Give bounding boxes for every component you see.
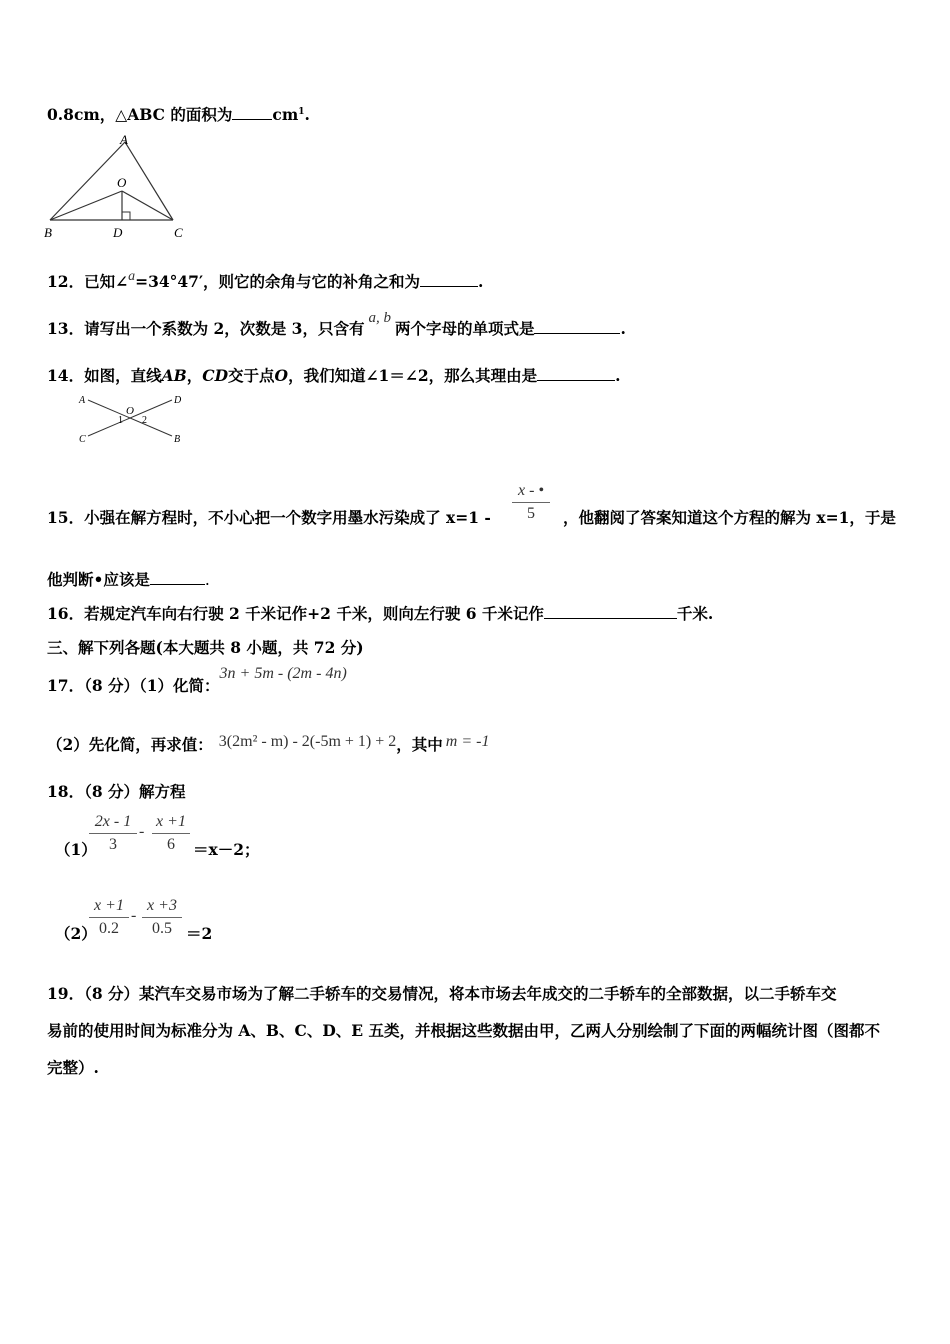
- q14-line: [47, 364, 621, 386]
- q18-number: 18．: [47, 782, 85, 801]
- q12-answer-blank: [420, 272, 478, 287]
- q15-frac-den: 5: [527, 505, 535, 522]
- q12-line: [47, 270, 483, 292]
- q18-p2-label: （2）: [55, 924, 97, 943]
- q13-vars: a, b: [368, 310, 391, 326]
- q14-text2: 交于点: [228, 366, 275, 385]
- label-A: A: [79, 395, 86, 406]
- q15-line1: [47, 506, 491, 528]
- q12-number: 12．: [47, 272, 85, 291]
- label-B: B: [44, 225, 52, 240]
- q19-line2: 易前的使用时间为标准分为 A、B、C、D、E 五类，并根据这些数据由甲，乙两人分别绘制了下面的两幅统计图（图都不: [47, 1021, 881, 1040]
- intersecting-lines-figure: [76, 390, 191, 448]
- q17-expr1: 3n + 5m - (2m - 4n): [219, 665, 347, 682]
- q14-text3: ，我们知道∠1＝∠2，那么其理由是: [288, 366, 538, 385]
- q17-text1: （8 分）（1）化简：: [84, 676, 220, 695]
- q14-o: O: [274, 366, 289, 385]
- q14-end: .: [615, 366, 621, 385]
- q13-number: 13．: [47, 319, 85, 338]
- q18-p2-minus: -: [131, 907, 137, 924]
- q17-number: 17．: [47, 676, 85, 695]
- q13-text2: 两个字母的单项式是: [394, 319, 535, 338]
- label-A: A: [120, 132, 128, 147]
- triangle-figure: [40, 130, 200, 245]
- q11-answer-blank: [232, 105, 272, 120]
- q17-part2-label: （2）先化简，再求值：: [47, 735, 213, 754]
- q15-line1-cont: [563, 506, 896, 528]
- q13-text1: 请写出一个系数为 2，次数是 3，只含有: [84, 319, 365, 338]
- q18-p1-frac1-num: 2x - 1: [94, 813, 132, 830]
- q14-number: 14．: [47, 366, 85, 385]
- q15-line2-text: 他判断•应该是: [47, 570, 150, 589]
- q18-p1-frac1-den: 3: [109, 836, 117, 853]
- q15-number: 15．: [47, 508, 85, 527]
- q15-fraction: [512, 482, 550, 523]
- q18-p1-frac2-den: 6: [167, 836, 175, 853]
- q11-text: 0.8cm，△ABC 的面积为: [47, 105, 233, 124]
- q14-cd: CD: [202, 366, 229, 385]
- q14-ab: AB: [161, 366, 187, 385]
- label-C: C: [79, 434, 86, 445]
- q18-p2-frac2-num: x +3: [147, 897, 177, 914]
- q18-p2-frac2: [142, 897, 182, 938]
- label-D: D: [113, 225, 123, 240]
- label-C: C: [174, 225, 183, 240]
- q19-text1: （8 分）某汽车交易市场为了解二手轿车的交易情况，将本市场去年成交的二手轿车的全部数据，以二手轿车交: [84, 984, 837, 1003]
- q14-comma: ，: [186, 366, 203, 385]
- q18-p2-frac1-num: x +1: [94, 897, 124, 914]
- q19-number: 19．: [47, 984, 85, 1003]
- label-O: O: [117, 175, 127, 190]
- angle-1-label: 1: [118, 415, 123, 426]
- q18-p2-frac2-den: 0.5: [152, 920, 172, 937]
- q12-var: a: [128, 269, 136, 284]
- section3-title: 三、解下列各题(本大题共 8 小题，共 72 分): [47, 638, 364, 657]
- q17-text3: ，其中: [396, 735, 443, 754]
- q18-p1-frac1: [89, 813, 137, 854]
- q12-text1: 已知∠: [84, 272, 129, 291]
- q17-line2: [47, 733, 489, 755]
- q13-end: .: [620, 319, 626, 338]
- label-D: D: [174, 395, 182, 406]
- q14-answer-blank: [537, 366, 615, 381]
- q15-text1: 小强在解方程时，不小心把一个数字用墨水污染成了 x=1 -: [84, 508, 491, 527]
- q18-p1-minus: -: [139, 823, 145, 840]
- q18-p2-frac1-den: 0.2: [99, 920, 119, 937]
- q17-cond: m = -1: [445, 733, 490, 750]
- q18-p1-rhs: ＝x－2；: [193, 840, 260, 859]
- q11-sup: 1: [298, 106, 305, 117]
- q15-text2: ，他翻阅了答案知道这个方程的解为 x=1，于是: [563, 508, 896, 527]
- q17-expr2: 3(2m² - m) - 2(-5m + 1) + 2: [218, 733, 397, 750]
- q19-line1: [47, 982, 837, 1004]
- q12-end: .: [478, 272, 484, 291]
- q19-line3: 完整）.: [47, 1058, 99, 1077]
- q12-text2: =34°47′，则它的余角与它的补角之和为: [135, 272, 421, 291]
- q18-text1: （8 分）解方程: [84, 782, 186, 801]
- q13-answer-blank: [534, 319, 620, 334]
- q11-line: [47, 103, 310, 125]
- q16-number: 16．: [47, 604, 85, 623]
- q16-line: [47, 602, 713, 624]
- q14-text1: 如图，直线: [84, 366, 162, 385]
- label-O: O: [126, 405, 134, 417]
- q18-p1-frac2: [152, 813, 190, 854]
- label-B: B: [174, 434, 181, 445]
- q15-answer-blank: [150, 570, 205, 585]
- q16-text2: 千米.: [676, 604, 714, 623]
- q18-p1-frac2-num: x +1: [156, 813, 186, 830]
- q15-end: .: [204, 571, 210, 589]
- q15-line2: [47, 568, 210, 590]
- q17-line1: [47, 665, 347, 696]
- q18-p1-label: （1）: [55, 840, 97, 859]
- q15-frac-num: x - •: [517, 482, 545, 499]
- q11-unit: cm: [272, 105, 299, 124]
- q11-end: .: [304, 105, 310, 124]
- q18-p2-rhs: ＝2: [186, 924, 213, 943]
- q16-answer-blank: [544, 604, 677, 619]
- q18-line: [47, 780, 186, 802]
- q18-p2-frac1: [89, 897, 129, 938]
- q16-text1: 若规定汽车向右行驶 2 千米记作+2 千米，则向左行驶 6 千米记作: [84, 604, 544, 623]
- angle-2-label: 2: [142, 415, 147, 426]
- q13-line: [47, 310, 626, 339]
